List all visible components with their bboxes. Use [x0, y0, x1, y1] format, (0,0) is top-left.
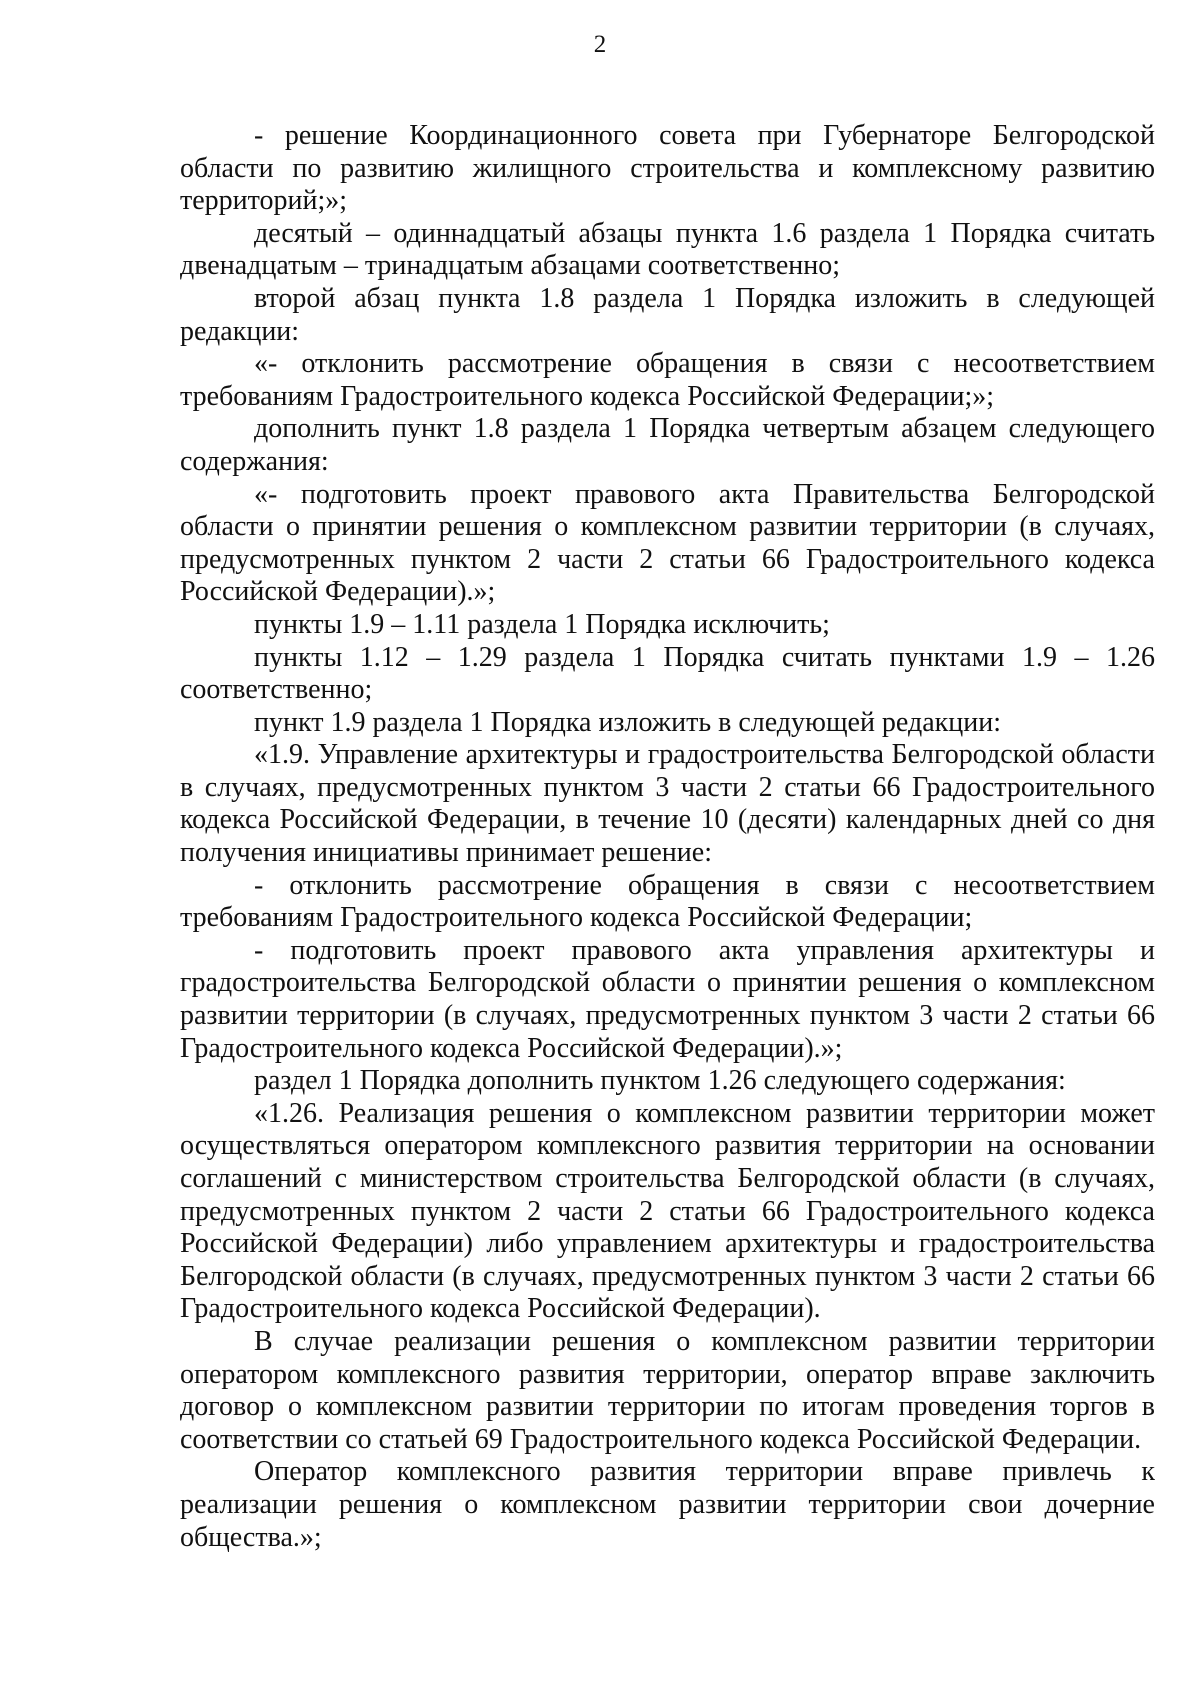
paragraph: «- подготовить проект правового акта Правительства Белгородской области о принятии решения о комплексном развитии территории (в случаях, предусмотренных пунктом 2 части 2 статьи 66 Градостроительного кодекса Российской Федерации).»; — [180, 478, 1155, 608]
paragraph: В случае реализации решения о комплексном развитии территории оператором комплексного развития территории, оператор вправе заключить договор о комплексном развитии территории по итогам проведения торгов в соответствии со статьей 69 Градостроительного кодекса Российской Федерации. — [180, 1325, 1155, 1455]
paragraph: Оператор комплексного развития территории вправе привлечь к реализации решения о комплексном развитии территории свои дочерние общества.»; — [180, 1456, 1155, 1553]
paragraph: «1.26. Реализация решения о комплексном развитии территории может осуществляться оператором комплексного развития территории на основании соглашений с министерством строительства Белгородской области (в случаях, предусмотренных пунктом 2 части 2 статьи 66 Градостроительного кодекса Российской Федерации) либо управлением архитектуры и градостроительства Белгородской области (в случаях, предусмотренных пунктом 3 части 2 статьи 66 Градостроительного кодекса Российской Федерации). — [180, 1097, 1155, 1325]
paragraph: десятый – одиннадцатый абзацы пункта 1.6 раздела 1 Порядка считать двенадцатым – тринадцатым абзацами соответственно; — [180, 217, 1155, 282]
paragraph: второй абзац пункта 1.8 раздела 1 Порядка изложить в следующей редакции: — [180, 282, 1155, 347]
paragraph: «1.9. Управление архитектуры и градостроительства Белгородской области в случаях, предусмотренных пунктом 3 части 2 статьи 66 Градостроительного кодекса Российской Федерации, в течение 10 (десяти) календарных дней со дня получения инициативы принимает решение: — [180, 739, 1155, 869]
paragraph: «- отклонить рассмотрение обращения в связи с несоответствием требованиям Градостроительного кодекса Российской Федерации;»; — [180, 348, 1155, 412]
paragraph: - решение Координационного совета при Губернаторе Белгородской области по развитию жилищного строительства и комплексному развитию территорий;»; — [180, 120, 1155, 217]
paragraph: - отклонить рассмотрение обращения в связи с несоответствием требованиям Градостроительного кодекса Российской Федерации; — [180, 869, 1155, 934]
paragraph: - подготовить проект правового акта управления архитектуры и градостроительства Белгородской области о принятии решения о комплексном развитии территории (в случаях, предусмотренных пунктом 3 части 2 статьи 66 Градостроительного кодекса Российской Федерации).»; — [180, 934, 1155, 1064]
paragraph: пункты 1.9 – 1.11 раздела 1 Порядка исключить; — [254, 608, 830, 640]
paragraph: пункты 1.12 – 1.29 раздела 1 Порядка считать пунктами 1.9 – 1.26 соответственно; — [180, 641, 1155, 706]
paragraph: пункт 1.9 раздела 1 Порядка изложить в следующей редакции: — [254, 706, 1001, 738]
document-body — [180, 120, 1155, 1554]
page-number: 2 — [593, 31, 607, 58]
paragraph: дополнить пункт 1.8 раздела 1 Порядка четвертым абзацем следующего содержания: — [180, 413, 1155, 477]
paragraph: раздел 1 Порядка дополнить пунктом 1.26 следующего содержания: — [254, 1065, 1066, 1097]
